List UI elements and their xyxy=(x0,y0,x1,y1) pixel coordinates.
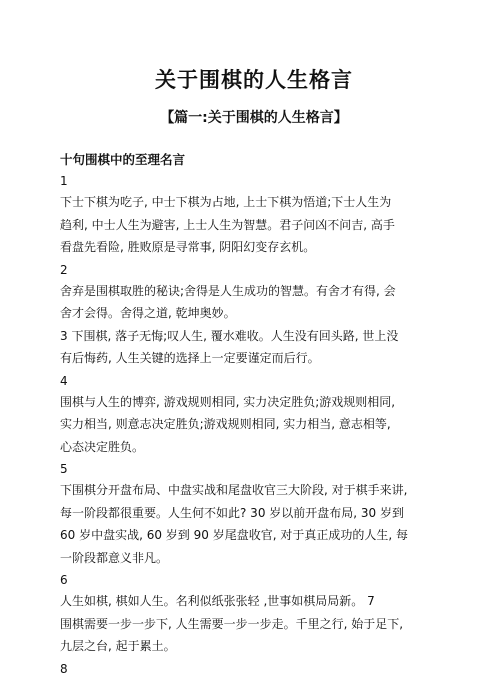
document-title: 关于围棋的人生格言 xyxy=(155,68,353,92)
item-text-line: 有后悔药, 人生关键的选择上一定要谨定而后行。 xyxy=(60,351,320,365)
item-text-line: 围棋与人生的博弈, 游戏规则相同, 实力决定胜负;游戏规则相同, xyxy=(60,394,396,409)
item-list xyxy=(60,172,448,679)
item-text-line: 3 下围棋, 落子无悔;叹人生, 覆水难收。人生没有回头路, 世上没 xyxy=(60,328,399,343)
list-item xyxy=(60,372,448,459)
item-number: 2 xyxy=(60,262,68,277)
item-text-line: 舍弃是围棋取胜的秘诀;舍得是人生成功的智慧。有舍才有得, 会 xyxy=(60,283,396,298)
item-text-line: 下士下棋为吃子, 中士下棋为占地, 上士下棋为悟道;下士人生为 xyxy=(60,195,392,209)
item-text-line: 60 岁中盘实战, 60 岁到 90 岁尾盘收官, 对于真正成功的人生, 每 xyxy=(60,528,408,542)
item-text-line: 看盘先看险, 胜败原是寻常事, 阴阳幻变存玄机。 xyxy=(60,240,316,254)
item-text-line: 围棋需要一步一步下, 人生需要一步一步走。千里之行, 始于足下, xyxy=(60,616,404,631)
item-number: 4 xyxy=(60,373,68,388)
item-text-line: 每一阶段都很重要。人生何不如此? 30 岁以前开盘布局, 30 岁到 xyxy=(60,505,404,520)
item-text-line: 趋利, 中士人生为避害, 上士人生为智慧。君子问凶不问吉, 高手 xyxy=(60,217,395,232)
item-text-line: 九层之台, 起于累土。 xyxy=(60,639,176,653)
item-text-line: 下围棋分开盘布局、中盘实战和尾盘收官三大阶段, 对于棋手来讲, xyxy=(60,483,408,497)
document-subtitle: 【篇一:关于围棋的人生格言】 xyxy=(160,110,348,126)
item-number: 1 xyxy=(60,174,68,188)
item-text-line: 舍才会得。舍得之道, 乾坤奥妙。 xyxy=(60,306,236,320)
item-text-line: 人生如棋, 棋如人生。名利似纸张张轻 ,世事如棋局局新。 7 xyxy=(60,594,375,608)
list-item xyxy=(60,660,448,679)
item-text-line: 心态决定胜负。 xyxy=(60,439,145,454)
section-heading: 十句围棋中的至理名言 xyxy=(60,152,186,167)
list-item xyxy=(60,571,448,658)
list-item xyxy=(60,261,448,370)
item-text-line: 一阶段都意义非凡。 xyxy=(60,550,169,565)
list-item xyxy=(60,460,448,569)
item-number: 8 xyxy=(60,661,68,676)
list-item xyxy=(60,172,448,259)
item-number: 6 xyxy=(60,573,68,587)
item-text-line: 实力相当, 则意志决定胜负;游戏规则相同, 实力相当, 意志相等, xyxy=(60,417,391,431)
item-number: 5 xyxy=(60,462,68,476)
